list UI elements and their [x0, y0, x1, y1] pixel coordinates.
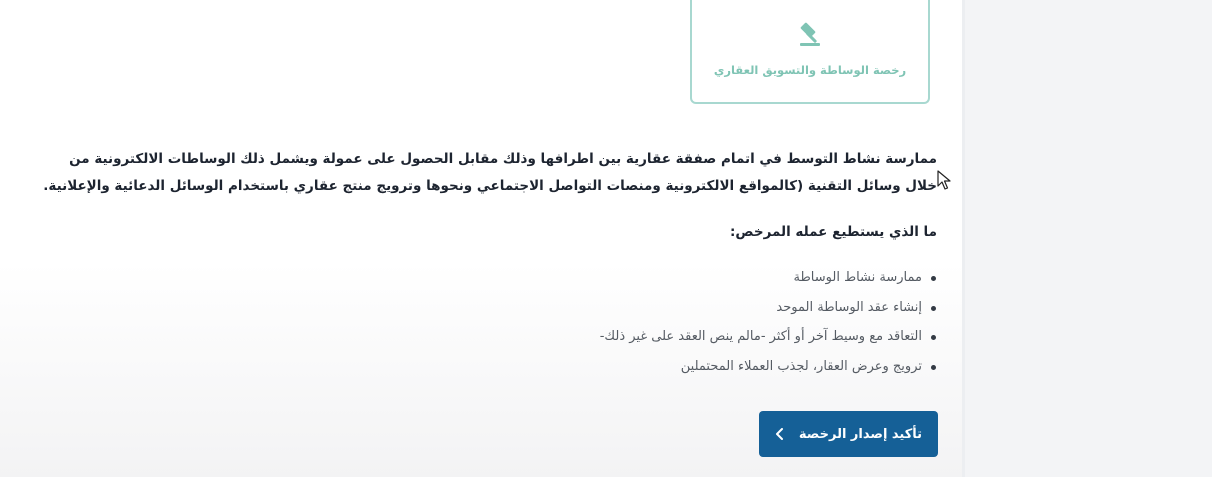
side-panel: [965, 0, 1212, 477]
mouse-cursor-icon: [937, 170, 951, 190]
list-item: [430, 263, 940, 293]
chevron-left-icon: [775, 428, 785, 440]
license-card-title: رخصة الوساطة والتسويق العقاري: [713, 63, 907, 77]
bullet-icon: [931, 365, 936, 370]
bullet-icon: [931, 335, 936, 340]
license-type-card[interactable]: [690, 0, 930, 104]
list-item: [430, 293, 940, 323]
list-item: [430, 352, 940, 382]
list-item-text: إنشاء عقد الوساطة الموحد: [776, 299, 922, 315]
capabilities-list: [430, 263, 940, 381]
bullet-icon: [931, 276, 936, 281]
gavel-icon: [796, 19, 826, 49]
list-item: [430, 322, 940, 352]
bullet-icon: [931, 306, 936, 311]
confirm-button-label: تأكيد إصدار الرخصة: [798, 426, 923, 442]
list-item-text: ممارسة نشاط الوساطة: [793, 270, 922, 285]
confirm-license-button[interactable]: [759, 411, 938, 457]
license-description: ممارسة نشاط التوسط في اتمام صفقة عقارية بين اطرافها وذلك مقابل الحصول على عمولة ويشمل ذلك الوساطات الالكترونية من خلال وسائل التقنية (كالمواقع الالكترونية ومنصات التواصل الاجتماعي ونحوها وترويج منتج عقاري باستخدام الوسائل الدعائية والإعلانية.: [43, 151, 937, 194]
capabilities-heading: ما الذي يستطيع عمله المرخص:: [730, 224, 937, 240]
list-item-text: ترويج وعرض العقار، لجذب العملاء المحتملين: [680, 358, 922, 374]
list-item-text: التعاقد مع وسيط آخر أو أكثر -مالم ينص العقد على غير ذلك-: [599, 329, 922, 344]
